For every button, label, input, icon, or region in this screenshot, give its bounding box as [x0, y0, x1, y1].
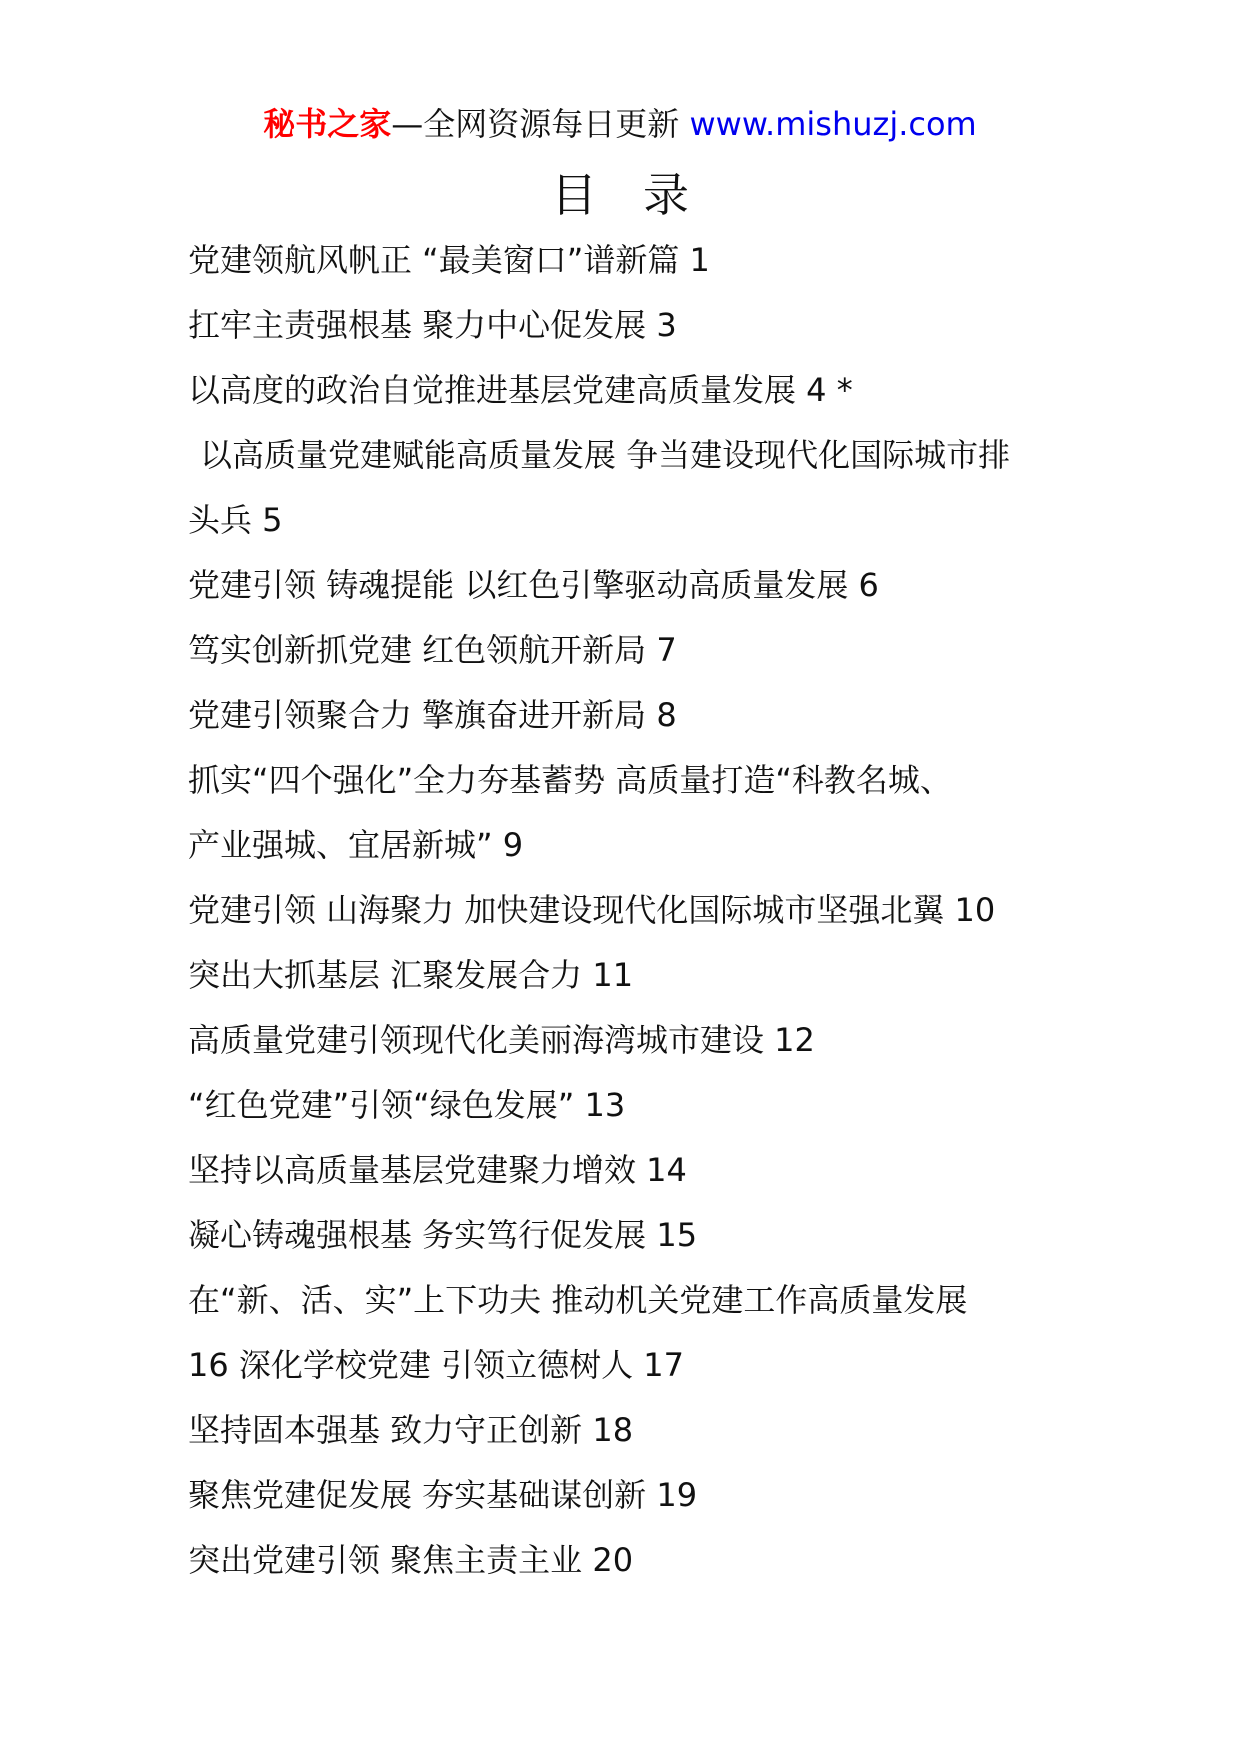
toc-entry-continuation: 产业强城、宜居新城” 9: [188, 826, 524, 864]
toc-entry: 党建领航风帆正 “最美窗口”谱新篇 1: [188, 241, 710, 279]
toc-entry: 党建引领聚合力 擎旗奋进开新局 8: [188, 696, 677, 734]
toc-entry: 党建引领 山海聚力 加快建设现代化国际城市坚强北翼 10: [188, 891, 996, 929]
toc-entry: 笃实创新抓党建 红色领航开新局 7: [188, 631, 677, 669]
toc-entry: “红色党建”引领“绿色发展” 13: [188, 1086, 626, 1124]
toc-entry: 聚焦党建促发展 夯实基础谋创新 19: [188, 1476, 698, 1514]
toc-entry: 以高质量党建赋能高质量发展 争当建设现代化国际城市排: [200, 436, 1011, 474]
toc-entry: 扛牢主责强根基 聚力中心促发展 3: [188, 306, 677, 344]
toc-entry: 在“新、活、实”上下功夫 推动机关党建工作高质量发展: [188, 1281, 968, 1319]
toc-entry: 突出大抓基层 汇聚发展合力 11: [188, 956, 634, 994]
brand-name: 秘书之家: [263, 105, 392, 143]
toc-title: 目 录: [551, 168, 689, 222]
toc-entry: 党建引领 铸魂提能 以红色引擎驱动高质量发展 6: [188, 566, 879, 604]
site-banner: [0, 100, 1240, 148]
site-url-link[interactable]: www.mishuzj.com: [689, 105, 977, 143]
toc-entry-continuation: 16 深化学校党建 引领立德树人 17: [188, 1346, 684, 1384]
toc-entry: 凝心铸魂强根基 务实笃行促发展 15: [188, 1216, 698, 1254]
toc-entry: 抓实“四个强化”全力夯基蓄势 高质量打造“科教名城、: [188, 761, 952, 799]
toc-entry: 突出党建引领 聚焦主责主业 20: [188, 1541, 634, 1579]
toc-entry: 坚持以高质量基层党建聚力增效 14: [188, 1151, 687, 1189]
table-of-contents: [188, 228, 1068, 1593]
toc-entry: 以高度的政治自觉推进基层党建高质量发展 4 *: [188, 371, 853, 409]
toc-entry-continuation: 头兵 5: [188, 501, 283, 539]
banner-tagline: —全网资源每日更新: [391, 105, 690, 143]
toc-entry: 坚持固本强基 致力守正创新 18: [188, 1411, 634, 1449]
toc-entry: 高质量党建引领现代化美丽海湾城市建设 12: [188, 1021, 815, 1059]
